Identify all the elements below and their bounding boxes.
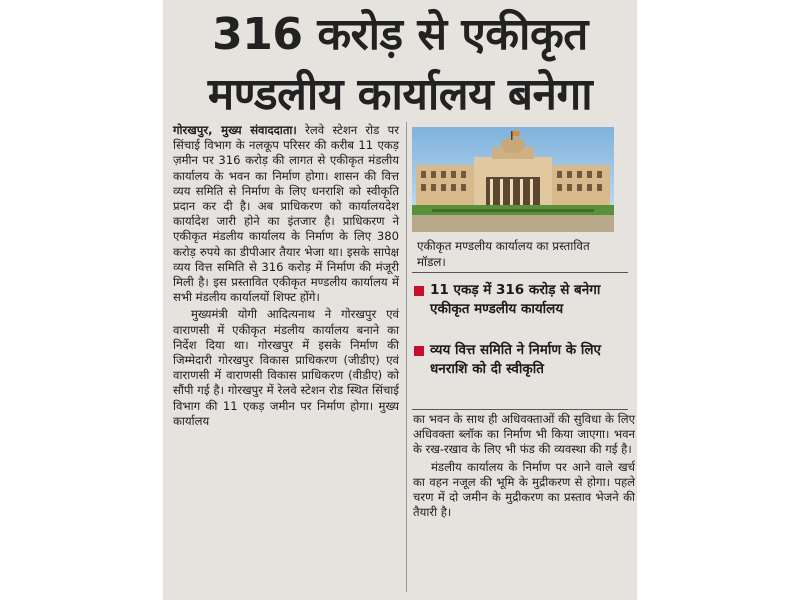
article-paragraph-1-text: रेलवे स्टेशन रोड पर सिंचाई विभाग के नलकूप परिसर की करीब 11 एकड़ ज़मीन पर 316 करोड़ की लागत से एकीकृत मंडलीय कार्यालय के भवन का निर्माण होगा। शासन की वित्त व्यय समिति से निर्माण के लिए धनराशि को स्वीकृति प्रदान कर दी है। अब प्राधिकरण को कार्यालयदेश कार्यादेश जारी होने का इंतजार है। प्राधिकरण ने एकीकृत मंडलीय कार्यालय के निर्माण के लिए 380 करोड़ रुपये का डीपीआर तैयार भेजा था। इसके सापेक्ष व्यय वित्त समिति से 316 करोड़ में निर्माण की मंजूरी मिली है। इस प्रस्तावित एकीकृत मण्डलीय कार्यालय में सभी मंडलीय कार्यालयों शिफ्ट होंगे। bbox=[173, 123, 399, 305]
highlight-item bbox=[430, 341, 625, 379]
article-paragraph-4: मंडलीय कार्यालय के निर्माण पर आने वाले खर्च का वहन नजूल की भूमि के मुद्रीकरण से होगा। पहले चरण में दो जमीन के मुद्रीकरण का प्रस्ताव भेजने की तैयारी है। bbox=[413, 459, 635, 520]
headline-line-1: 316 करोड़ से एकीकृत bbox=[212, 9, 588, 60]
building-model-photo bbox=[412, 127, 614, 232]
bullet-square-icon bbox=[414, 286, 424, 296]
bullet-square-icon bbox=[414, 346, 424, 356]
byline: गोरखपुर, मुख्य संवाददाता। bbox=[173, 123, 297, 137]
article-right-column bbox=[413, 412, 635, 520]
article-paragraph-2: मुख्यमंत्री योगी आदित्यनाथ ने गोरखपुर एवं वाराणसी में एकीकृत मंडलीय कार्यालय बनाने का निर्देश दिया था। गोरखपुर में इसके निर्माण की जिम्मेदारी गोरखपुर विकास प्राधिकरण (जीडीए) एवं वाराणसी में वाराणसी विकास प्राधिकरण (वीडीए) को सौंपी गई है। गोरखपुर में रेलवे स्टेशन रोड स्थित सिंचाई विभाग की 11 एकड़ जमीन पर निर्माण होगा। मुख्य कार्यालय bbox=[173, 307, 399, 428]
highlights-box bbox=[412, 272, 628, 410]
article-paragraph-1 bbox=[173, 123, 399, 305]
article-paragraph-3: का भवन के साथ ही अधिवक्ताओं की सुविधा के लिए अधिवक्ता ब्लॉक का निर्माण भी किया जाएगा। भवन के रख-रखाव के लिए भी फंड की व्यवस्था की गई है। bbox=[413, 412, 635, 457]
photo-caption: एकीकृत मण्डलीय कार्यालय का प्रस्तावित मॉडल। bbox=[417, 239, 590, 269]
highlight-text: 11 एकड़ में 316 करोड़ से बनेगा एकीकृत मण्डलीय कार्यालय bbox=[430, 282, 601, 317]
article-left-column bbox=[173, 123, 399, 429]
newspaper-clipping bbox=[163, 0, 637, 600]
highlight-item bbox=[430, 281, 625, 319]
column-divider bbox=[406, 122, 407, 592]
headline-line-2: मण्डलीय कार्यालय बनेगा bbox=[207, 69, 593, 120]
building-illustration bbox=[412, 127, 614, 232]
highlight-text: व्यय वित्त समिति ने निर्माण के लिए धनराशि को दी स्वीकृति bbox=[430, 342, 601, 377]
